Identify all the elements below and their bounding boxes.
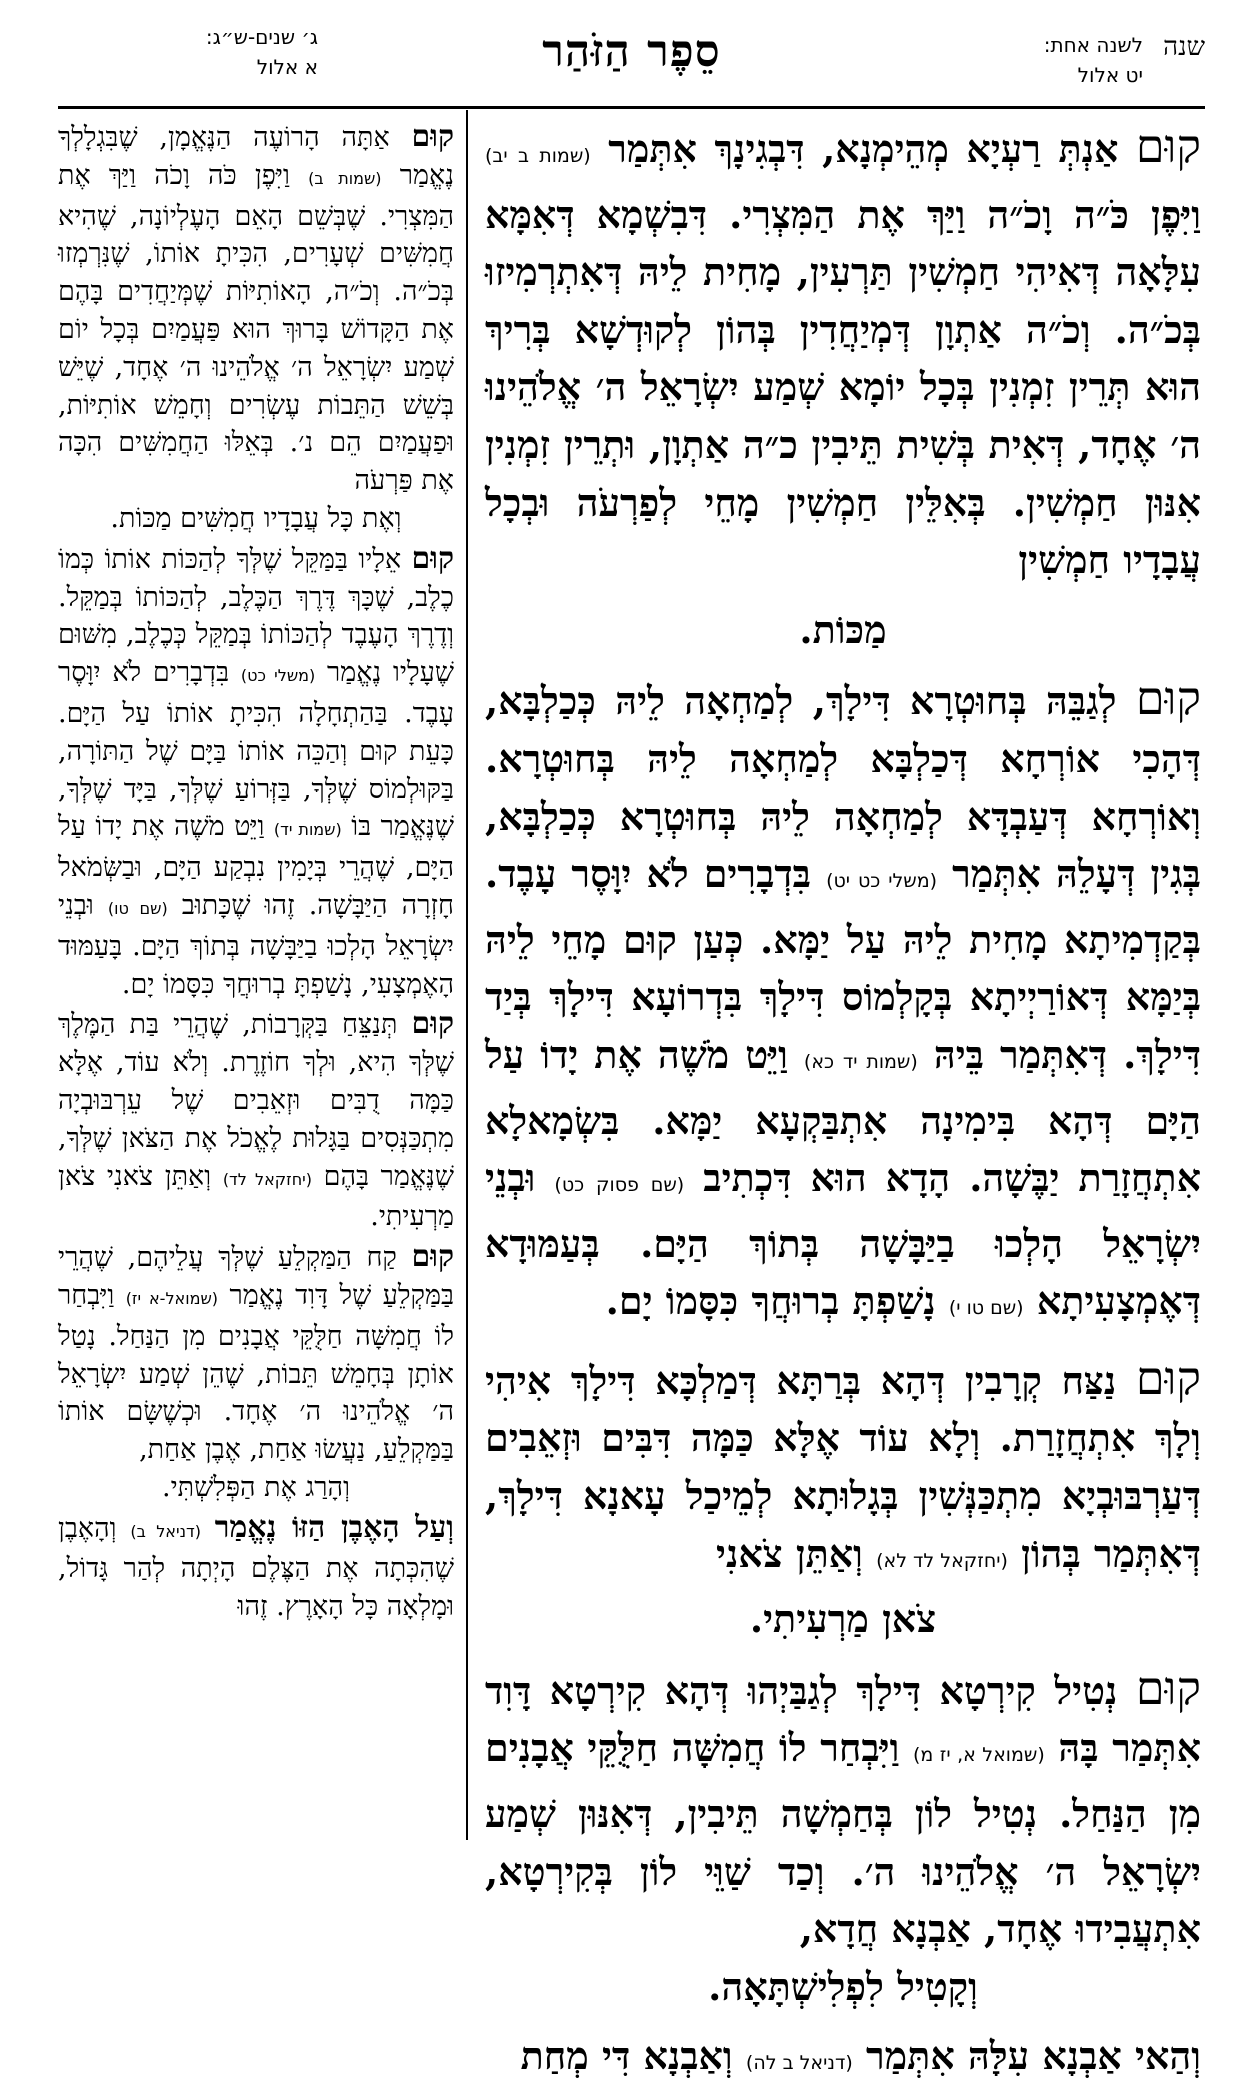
text-segment: וַיִּבְחַר לוֹ חֲמִשָּׁה חַלֻּקֵּי אֲבָנִים מִן הַנַּחַל. נָטַל אוֹתָן בְּחָמֵשׁ תֵּבוֹת, שֶׁהֵן שְׁמַע יִשְׂרָאֵל ה׳ אֱלֹהֵינוּ ה׳ אֶחָד. וּכְשֶׁשָּׂם אוֹתוֹ בַּמַּקְלֵעַ, נַעֲשׂוּ אַחַת, אֶבֶן אַחַת, (58, 1279, 454, 1466)
text-segment: וּבְנֵי יִשְׂרָאֵל הָלְכוּ בַיַּבָּשָׁה בְּתוֹךְ הַיָּם. בְּעַמּוּדָא דְּאֶמְצָעִיתָא (485, 1155, 1201, 1324)
source-reference: (שמואל-א יז) (125, 1288, 219, 1308)
weekly-label: ג׳ שנים-ש״ג: (205, 25, 318, 49)
page-header (58, 22, 1205, 114)
text-segment: וְהָאֶבֶן שֶׁהִכְּתָה אֶת הַצֶּלֶם הָיְתָה לְהַר גָּדוֹל, וּמָלְאָה כָּל הָאָרֶץ. זֶהוּ (58, 1512, 454, 1623)
aramaic-paragraph-4 (485, 1660, 1201, 1958)
hebrew-paragraph-2 (58, 540, 454, 1004)
opening-word: קוּם (1135, 1660, 1201, 1715)
text-segment: וַיֵּט מֹשֶׁה אֶת יָדוֹ עַל הַיָּם דְּהָא בִּימִינָה אִתְבַּקְעָא יַמָּא. בִּשְׂמָאלָא אִתְחֲזָרַת יַבֶּשָׁה. הָדָא הוּא דִּכְתִיב (485, 1031, 1201, 1201)
opening-word: קוּם (411, 1239, 454, 1275)
text-segment: אַתָּה הָרוֹעֶה הַנֶּאֱמָן, שֶׁבִּגְלָלְךָ נֶאֱמַר (58, 122, 454, 191)
text-segment: אַנְתְּ רַעְיָא מְהֵימְנָא, דִּבְגִינָךְ אִתְּמַר (608, 126, 1119, 171)
text-segment: וְאַתֵּן צֹאנִי (716, 1530, 863, 1576)
text-segment: וְהַאי אַבְנָא עִלָּהּ אִתְּמַר (865, 2033, 1201, 2079)
source-reference: (יחזקאל לד) (222, 1169, 312, 1189)
opening-word: קוּם (411, 119, 454, 154)
source-reference: (שם פסוק כט) (554, 1174, 685, 1197)
source-reference: (שמואל א, יז מ) (913, 1744, 1045, 1767)
text-segment: וּבְנֵי יִשְׂרָאֵל הָלְכוּ בַיַּבָּשָׁה בְּתוֹךְ הַיָּם. בָּעַמּוּד הָאֶמְצָעִי, נָשַׁפְתָּ בְרוּחֲךָ כִּסָּמוֹ יָם. (58, 889, 454, 1000)
header-left (58, 22, 318, 82)
book-title: סֵפֶר הַזֹּהַר (542, 26, 721, 77)
text-segment: בִּדְבָרִים לֹא יִוָּסֶר עָבֶד. בְּקַדְמִיתָא מָחִית לֵיהּ עַל יַמָּא. כְּעַן קוּם מָחֵי לֵיהּ בְּיַמָּא דְּאוֹרַיְיתָא בְּקָלְמוֹס דִּילָךְ בִּדְרוֹעָא דִּילָךְ בְּיַד דִּילָךְ. דְּאִתְּמַר בֵּיהּ (485, 851, 1201, 1077)
opening-word: קוּם (1135, 671, 1201, 726)
text-segment: וַיִּפֶן כֹּ״ה וָכֹ״ה וַיַּךְ אֶת הַמִּצְרִי. דִּבִשְׁמָא דְּאִמָּא עִלָּאָה דְּאִיהִי חַמְשִׁין תַּרְעִין, מָחִית לֵיהּ דְּאִתְרְמִיזוּ בְּכֹ״ה. וְכֹ״ה אַתְוָן דְּמְיַחֲדִין בְּהוֹן לְקוּדְשָׁא בְּרִיךְ הוּא תְּרֵין זִמְנִין בְּכָל יוֹמָא שְׁמַע יִשְׂרָאֵל ה׳ אֱלֹהֵינוּ ה׳ אֶחָד, דְּאִית בְּשִׁית תֵּיבִין כ״ה אַתְוָן, וּתְרֵין זִמְנִין אִנּוּן חַמְשִׁין. בְּאִלֵּין חַמְשִׁין מָחֵי לְפַרְעֹה וּבְכָל עֲבָדָיו חַמְשִׁין (485, 191, 1201, 583)
aramaic-paragraph-1 (485, 118, 1201, 589)
text-segment: וַיִּבְחַר לוֹ חֲמִשָּׁה חַלֻּקֵּי אֲבָנִים מִן הַנַּחַל. נְטִיל לוֹן בְּחַמְשָׁה תֵּיבִין, דְּאִנּוּן שְׁמַע יִשְׂרָאֵל ה׳ אֱלֹהֵינוּ ה׳. וְכַד שַׁוֵּי לוֹן בְּקִירְטָא, אִתְעֲבִידוּ אֶחָד, אַבְנָא חֲדָא, (485, 1725, 1201, 1952)
text-segment: בִּדְבָרִים לֹא יִוָּסֶר עָבֶד. בַּהַתְחָלָה הִכִּיתָ אוֹתוֹ עַל הַיָּם. כָּעֵת קוּם וְהַכֵּה אוֹתוֹ בַּיָּם שֶׁל הַתּוֹרָה, בַּקּוּלְמוֹס שֶׁלְּךָ, בַּזְּרוֹעַ שֶׁלְּךָ, בַּיָּד שֶׁלְּךָ, שֶׁנֶּאֱמַר בּוֹ (58, 657, 454, 843)
source-reference: (שם טו י) (948, 1297, 1024, 1320)
date-right: יט אלול (1077, 63, 1143, 87)
text-segment: תְּנַצֵּחַ בַּקְּרָבוֹת, שֶׁהֲרֵי בַּת הַמֶּלֶךְ שֶׁלְּךָ הִיא, וּלְךָ חוֹזֶרֶת. וְלֹא עוֹד, אֶלָּא כַּמָּה דֻבִּים וּזְאֵבִים שֶׁל עֵרְבּוּבְיָה מִתְכַּנְּסִים בַּגָּלוּת לֶאֱכֹל אֶת הַצֹּאן שֶׁלְּךָ, שֶׁנֶּאֱמַר בָּהֶם (58, 1009, 454, 1192)
source-reference: (שמות ב יב) (485, 145, 591, 167)
aramaic-paragraph-3 (485, 1350, 1201, 1590)
source-reference: (שמות יד כא) (803, 1050, 918, 1073)
source-reference: (יחזקאל לד לא) (876, 1549, 1008, 1572)
aramaic-paragraph-4-end: וְקָטִיל לִפְלִישְׁתָּאָה. (708, 1963, 978, 2009)
source-reference: (משלי כט) (240, 666, 316, 686)
text-segment: נַצַּח קְרָבִין דְּהָא בְּרַתָּא דְּמַלְכָּא דִּילָךְ אִיהִי וְלָךְ אִתְחֲזָרַת. וְלָא עוֹד אֶלָּא כַּמָּה דִּבִּים וּזְאֵבִים דְּעַרְבּוּבְיָא מִתְכַּנְּשִׁין בְּגָלוּתָא לְמֵיכַל עָאנָא דִּילָךְ, דְּאִתְּמַר בְּהוֹן (485, 1357, 1201, 1576)
hebrew-paragraph-3 (58, 1005, 454, 1236)
source-reference: (דניאל ב) (130, 1521, 201, 1541)
header-rule (58, 106, 1205, 109)
text-segment: אֵלָיו בַּמַּקֵּל שֶׁלְּךָ לְהַכּוֹת אוֹתוֹ כְּמוֹ כֶלֶב, שֶׁכָּךְ דֶּרֶךְ הַכֶּלֶב, לְהַכּוֹתוֹ בְּמַקֵּל. וְדֶרֶךְ הָעֶבֶד לְהַכּוֹתוֹ בְּמַקֵּל כְּכֶלֶב, מִשּׁוּם שֶׁעָלָיו נֶאֱמַר (58, 543, 455, 689)
aramaic-paragraph-3-end: צֹאן מַרְעִיתִי. (749, 1596, 937, 1642)
opening-word: קוּם (1135, 119, 1201, 173)
opening-word: קוּם (411, 540, 454, 576)
opening-word: קוּם (1135, 1350, 1201, 1405)
source-reference: (שמות יד) (273, 820, 342, 840)
text-segment: נְטִיל קִירְטָא דִּילָךְ לְגַבַּיְהוּ דְּהָא קִירְטָא דָּוִד אִתְּמַר בָּהּ (485, 1667, 1201, 1771)
hebrew-paragraph-4-end: וְהָרַג אֶת הַפְּלִשְׁתִּי. (162, 1471, 350, 1503)
source-reference: (דניאל ב לה) (745, 2052, 853, 2075)
year-label: לשנה אחת: (1043, 33, 1143, 57)
aramaic-paragraph-1-end: מַכּוֹת. (799, 606, 887, 652)
opening-word: קוּם (411, 1006, 454, 1042)
hebrew-translation-column (58, 118, 454, 1626)
aramaic-paragraph-5 (485, 2027, 1201, 2093)
date-left: א אלול (256, 55, 318, 79)
text-segment: וַיִּפֶן כֹּה וָכֹה וַיַּךְ אֶת הַמִּצְרִי. שֶׁבְּשֵׁם הָאֵם הָעֶלְיוֹנָה, שֶׁהִיא חֲמִשִּׁים שְׁעָרִים, הִכִּיתָ אוֹתוֹ, שֶׁנִּרְמְזוּ בְּכֹ״ה. וְכֹ״ה, הָאוֹתִיּוֹת שֶׁמְּיַחֲדִים בָּהֶם אֶת הַקָּדוֹשׁ בָּרוּךְ הוּא פַּעֲמַיִם בְּכָל יוֹם שְׁמַע יִשְׂרָאֵל ה׳ אֱלֹהֵינוּ ה׳ אֶחָד, שֶׁיֵּשׁ בְּשֵׁשׁ הַתֵּבוֹת עֶשְׂרִים וְחָמֵשׁ אוֹתִיּוֹת, וּפַעֲמַיִם הֵם נ׳. בְּאֵלּוּ הַחֲמִשִּׁים הִכָּה אֶת פַּרְעֹה (58, 159, 454, 497)
text-segment: וְעַל הָאֶבֶן הַזּוֹ נֶאֱמַר (214, 1509, 454, 1545)
aramaic-paragraph-2 (485, 670, 1201, 1338)
text-segment: לְגַבֵּהּ בְּחוּטְרָא דִּילָךְ, לְמַחְאָה לֵיהּ כְּכַלְבָּא, דְּהָכִי אוֹרְחָא דְּכַלְבָּא לְמַחְאָה לֵיהּ בְּחוּטְרָא. וְאוֹרְחָא דְּעַבְדָּא לְמַחְאָה לֵיהּ בְּחוּטְרָא כְּכַלְבָּא, בְּגִין דְּעָלֵהּ אִתְּמַר (485, 678, 1201, 897)
text-segment: קַח הַמַּקְלֵעַ שֶׁלְּךָ עֲלֵיהֶם, שֶׁהֲרֵי בַּמַּקְלֵעַ שֶׁל דָּוִד נֶאֱמַר (58, 1242, 455, 1311)
hebrew-paragraph-4 (58, 1238, 454, 1469)
shana-label: שנה (1163, 32, 1205, 62)
text-segment: וְאַבְנָא דִּי מְחַת (520, 2033, 733, 2079)
hebrew-paragraph-1-end: וְאֶת כָּל עֲבָדָיו חֲמִשִּׁים מַכּוֹת. (110, 502, 402, 534)
text-segment: וְאַתֵּן צֹאנִי צֹאן מַרְעִיתִי. (58, 1160, 454, 1233)
hebrew-paragraph-1 (58, 118, 454, 500)
text-segment: נָשַׁפְתָּ בְרוּחֲךָ כִּסָּמוֹ יָם. (605, 1278, 936, 1324)
hebrew-paragraph-5 (58, 1509, 454, 1626)
aramaic-column (485, 118, 1201, 2093)
source-reference: (שם טו) (107, 898, 168, 918)
column-divider (466, 110, 468, 1840)
text-segment: וַיֵּט מֹשֶׁה אֶת יָדוֹ עַל הַיָּם, שֶׁהֲרֵי בְּיָמִין נִבְקַע הַיָּם, וּבַשְּׂמֹאל חָזְרָה הַיַּבָּשָׁה. זֶהוּ שֶׁכָּתוּב (58, 811, 454, 921)
source-reference: (משלי כט יט) (826, 870, 938, 893)
source-reference: (שמות ב) (308, 168, 382, 188)
